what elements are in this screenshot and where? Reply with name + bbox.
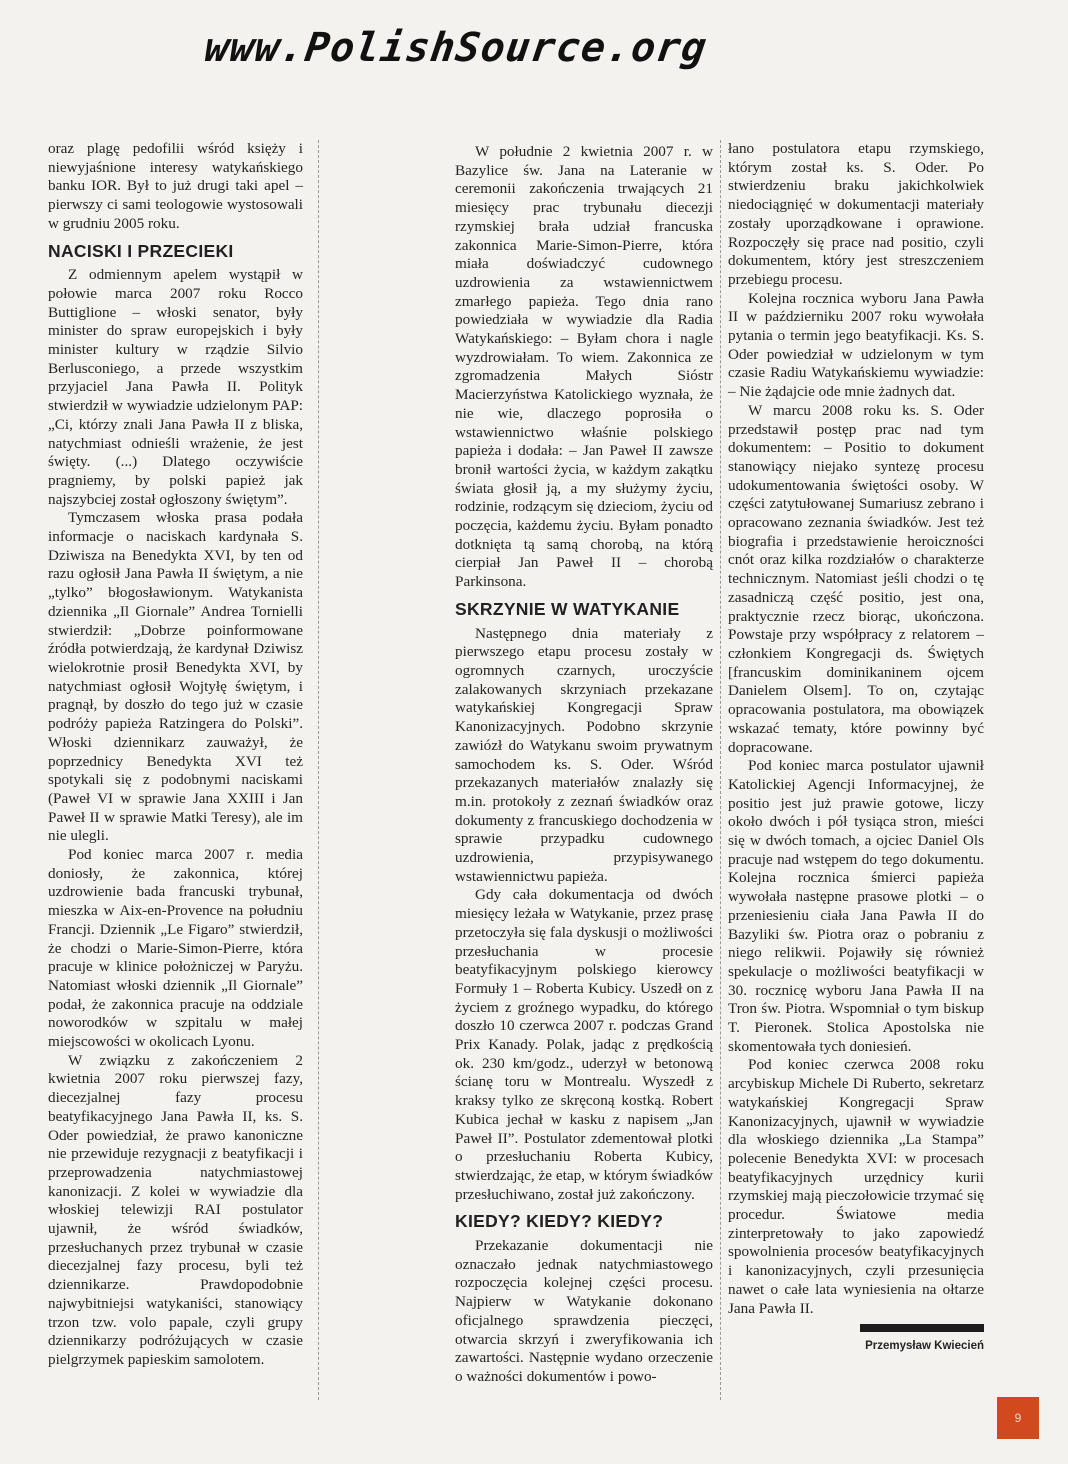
paragraph: W marcu 2008 roku ks. S. Oder przedstawił postęp prac nad tym dokumentem: – Positio to dokument stanowiący niejako syntezę procesu udokumentowania świętości osoby. W części zatytułowanej Sumariusz zebrano i opracowano zeznania świadków. Jest też biografia i przedstawienie heroiczności cnót oraz kilka rozdziałów o charakterze technicznym. Natomiast jeśli chodzi o tę zasadniczą część positio, jest ona, praktycznie rzecz biorąc, ukończona. Powstaje przy współpracy z relatorem – członkiem Kongregacji ds. Świętych [francuskim dominikaninem ojcem Danielem Olsem]. To on, czytając opracowania postulatora, ma obowiązek wskazać tematy, które powinny być dopracowane. xyxy=(728,401,984,756)
paragraph: Pod koniec marca postulator ujawnił Katolickiej Agencji Informacyjnej, że positio jest już prawie gotowe, liczy około dwóch i pół tysiąca stron, mieści się w dwóch tomach, a ojciec Daniel Ols pracuje nad wstępem do tego dokumentu. Kolejna rocznica śmierci papieża wywołała następne prasowe plotki – o przeniesieniu ciała Jana Pawła II do Bazyliki św. Piotra oraz o pobraniu z niego relikwii. Pojawiły się również spekulacje o możliwości beatyfikacji w 30. rocznicę wyboru Jana Pawła II na Tron św. Piotra. Wspomniał o tym biskup T. Pieronek. Stolica Apostolska nie skomentowała tych doniesień. xyxy=(728,757,984,1055)
paragraph: oraz plagę pedofilii wśród księży i niewyjaśnione interesy watykańskiego banku IOR. Był to już drugi taki apel – pierwszy ci sami teologowie wystosowali w grudniu 2005 roku. xyxy=(48,140,303,232)
watermark: www.PolishSource.org xyxy=(201,25,710,71)
paragraph: Kolejna rocznica wyboru Jana Pawła II w październiku 2007 roku wywołała pytania o termin jego beatyfikacji. Ks. S. Oder powiedział w udzielonym w tym czasie Radiu Watykańskiemu wywiadzie: – Nie żądajcie ode mnie żadnych dat. xyxy=(728,289,984,401)
paragraph: Następnego dnia materiały z pierwszego etapu procesu zostały w ogromnych czarnych, uroczyście zalakowanych skrzyniach przekazane watykańskiej Kongregacji Spraw Kanonizacyjnych. Podobno skrzynie zawiózł do Watykanu swoim prywatnym samochodem ks. S. Oder. Wśród przekazanych materiałów znalazły się m.in. protokoły z zeznań świadków oraz dokumenty z francuskiego dochodzenia w sprawie przypadku cudownego uzdrowienia, przypisywanego wstawiennictwu papieża. xyxy=(455,624,713,885)
paragraph: W południe 2 kwietnia 2007 r. w Bazylice św. Jana na Lateranie w ceremonii zakończenia trwających 21 miesięcy prac trybunału diecezji rzymskiej brała udział francuska zakonnica Marie-Simon-Pierre, która miała doświadczyć cudownego uzdrowienia za wstawiennictwem zmarłego papieża. Tego dnia rano powiedziała w wywiadzie dla Radia Watykańskiego: – Byłam chora i nagle wyzdrowiałam. To wiem. Zakonnica ze zgromadzenia Małych Sióstr Macierzyństwa Katolickiego wyznała, że nie wie, dlaczego poprosiła o wstawiennictwo właśnie polskiego papieża i dodała: – Jan Paweł II zawsze bronił wartości życia, w każdym zakątku świata głosił ją, a my służymy życiu, rodzinie, rodzącym się dzieciom, życiu od poczęcia, każdemu życiu. Byłam ponadto dotknięta tą samą chorobą, na którą cierpiał Jan Paweł II – chorobą Parkinsona. xyxy=(455,143,713,591)
paragraph: Przekazanie dokumentacji nie oznaczało jednak natychmiastowego rozpoczęcia kolejnej części procesu. Najpierw w Watykanie dokonano oficjalnego sprawdzenia pieczęci, otwarcia skrzyń i zweryfikowania ich zawartości. Następnie wydano orzeczenie o ważności dokumentów i powo- xyxy=(455,1237,713,1385)
paragraph: Z odmiennym apelem wystąpił w połowie marca 2007 roku Rocco Buttiglione – włoski senator, były minister do spraw europejskich i były minister kultury w rządzie Silvio Berlusconiego, a przede wszystkim przyjaciel Jana Pawła II. Polityk stwierdził w wywiadzie udzielonym PAP: „Ci, którzy znali Jana Pawła II z bliska, natychmiast odnieśli wrażenie, że jest święty. (...) Dlatego oczywiście pragniemy, by polski papież jak najszybciej został ogłoszony świętym”. xyxy=(48,266,303,508)
column-divider xyxy=(720,140,721,1400)
paragraph: Tymczasem włoska prasa podała informacje o naciskach kardynała S. Dziwisza na Benedykta XVI, by ten od razu ogłosił Jana Pawła II świętym, a nie „tylko” błogosławionym. Watykanista dziennika „Il Giornale” Andrea Tornielli stwierdził: „Dobrze poinformowane źródła potwierdzają, że kardynał Dziwisz wielokrotnie prosił Benedykta XVI, by natychmiast ogłosił Wojtyłę świętym, i pragnął, by doszło do tego już w czasie podróży papieża Ratzingera do Polski”. Włoski dziennikarz zauważył, że poprzednicy Benedykta XVI też spotykali się z podobnymi naciskami (Paweł VI w sprawie Jana XXIII i Jan Paweł II w sprawie Matki Teresy), ale im nie ulegli. xyxy=(48,509,303,845)
paragraph: W związku z zakończeniem 2 kwietnia 2007 roku pierwszej fazy, diecezjalnej fazy procesu beatyfikacyjnego Jana Pawła II, ks. S. Oder powiedział, że prawo kanoniczne nie przewiduje rezygnacji z beatyfikacji i przeprowadzenia natychmiastowej kanonizacji. Z kolei w wywiadzie dla włoskiej telewizji RAI postulator ujawnił, że wśród świadków, przesłuchanych przez trybunał w czasie diecezjalnej fazy procesu, byli też dziennikarze. Prawdopodobnie najwybitniejsi watykaniści, stanowiący trzon tzw. volo papale, czyli grupy dziennikarzy podróżujących w czasie pielgrzymek papieskim samolotem. xyxy=(48,1051,303,1368)
column-divider xyxy=(318,140,319,1400)
paragraph: łano postulatora etapu rzymskiego, którym został ks. S. Oder. Po stwierdzeniu braku jakichkolwiek niedociągnięć w dokumentacji materiały zostały uporządkowane i oprawione. Rozpoczęły się prace nad positio, czyli dokumentem, który jest streszczeniem przebiegu procesu. xyxy=(728,140,984,288)
signature-bar xyxy=(860,1324,984,1332)
paragraph: Pod koniec marca 2007 r. media doniosły, że zakonnica, której uzdrowienie bada francuski trybunał, mieszka w Aix-en-Provence na południu Francji. Dziennik „Le Figaro” stwierdził, że chodzi o Marie-Simon-Pierre, która pracuje w klinice położniczej w Paryżu. Natomiast włoski dziennik „Il Giornale” podał, że zakonnica pracuje na oddziale noworodków w szpitalu w małej miejscowości w okolicach Lyonu. xyxy=(48,846,303,1051)
section-heading: NACISKI I PRZECIEKI xyxy=(48,240,234,261)
author-signature xyxy=(728,1324,984,1356)
page-number: 9 xyxy=(997,1397,1039,1439)
author-name: Przemysław Kwiecień xyxy=(865,1340,984,1353)
paragraph: Gdy cała dokumentacja od dwóch miesięcy leżała w Watykanie, przez prasę przetoczyła się fala dyskusji o możliwości przesłuchania w procesie beatyfikacyjnym polskiego kierowcy Formuły 1 – Roberta Kubicy. Uszedł on z życiem z groźnego wypadku, do którego doszło 10 czerwca 2007 r. podczas Grand Prix Kanady. Polak, jadąc z prędkością ok. 230 km/godz., uderzył w betonową ścianę toru w Montrealu. Wyszedł z kraksy tylko ze skręconą kostką. Robert Kubica jechał w kasku z napisem „Jan Paweł II”. Postulator zdementował plotki o przesłuchaniu Roberta Kubicy, stwierdzając, że etap, w którym świadków przesłuchiwano, został już zakończony. xyxy=(455,886,713,1203)
article-column-1 xyxy=(48,140,303,1370)
section-heading: KIEDY? KIEDY? KIEDY? xyxy=(455,1211,664,1232)
paragraph: Pod koniec czerwca 2008 roku arcybiskup Michele Di Ruberto, sekretarz watykańskiej Kongregacji Spraw Kanonizacyjnych, ujawnił w wywiadzie dla włoskiego dziennika „La Stampa” polecenie Benedykta XVI: w procesach beatyfikacyjnych urzędnicy kurii rzymskiej mają pieczołowicie trzymać się procedur. Światowe media zinterpretowały to jako zapowiedź spowolnienia procesów beatyfikacyjnych i kanonizacyjnych, czyli przesunięcia nawet o całe lata wyniesienia na ołtarze Jana Pawła II. xyxy=(728,1056,984,1317)
article-column-2 xyxy=(455,143,713,1387)
section-heading: SKRZYNIE W WATYKANIE xyxy=(455,598,680,619)
article-column-3 xyxy=(728,140,984,1356)
